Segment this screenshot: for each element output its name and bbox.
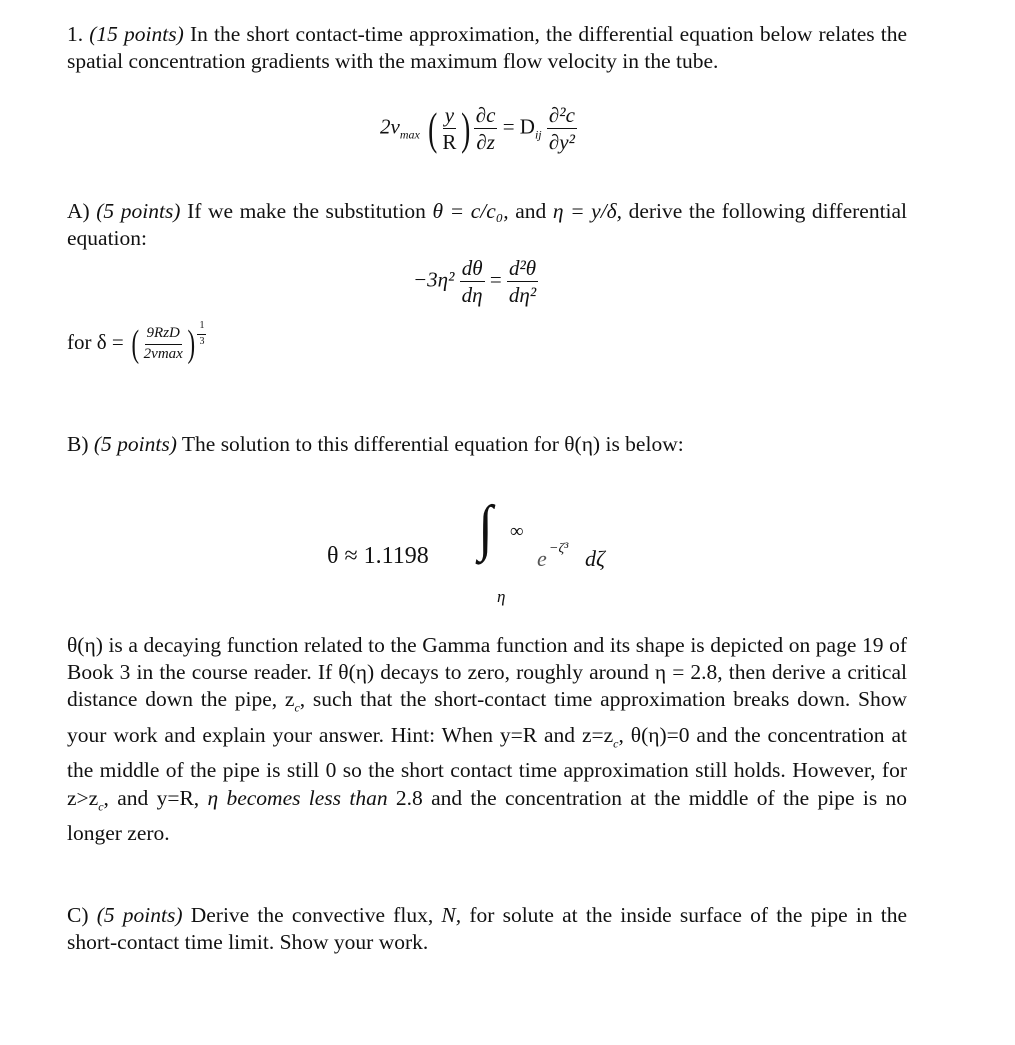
- part-a-eq-lhs: −3η²: [413, 267, 455, 292]
- main-eq-frac3-num: ∂²c: [547, 104, 577, 129]
- part-b-points: (5 points): [93, 432, 177, 456]
- delta-frac-den-main: 2v: [143, 345, 158, 362]
- main-eq-equals: = D: [502, 114, 535, 139]
- integrand-exponent: −ζ³: [549, 541, 569, 556]
- part-b-zc-sub-3: c: [98, 798, 104, 813]
- integral-upper-limit: ∞: [510, 521, 524, 542]
- main-eq-frac1-den: R: [442, 130, 457, 155]
- part-a-eq-frac1-num: dθ: [460, 257, 485, 282]
- part-b-text: The solution to this differential equation for θ(η) is below:: [181, 432, 684, 456]
- integral-lower-limit: η: [497, 587, 506, 606]
- part-a-label: A): [67, 199, 90, 223]
- main-eq-frac2-den: ∂z: [476, 130, 495, 155]
- part-c-text-before: Derive the convective flux,: [190, 903, 434, 927]
- delta-right-paren: ): [187, 323, 195, 365]
- question-points: (15 points): [89, 22, 184, 46]
- integral-differential: dζ: [585, 546, 605, 571]
- part-c-text: [67, 902, 907, 956]
- part-b-zc-sub-1: c: [294, 700, 300, 715]
- solution-lhs: θ ≈ 1.1198: [327, 543, 429, 569]
- part-b-para-5-rest: 2.8 and the concentration at the middle of the pipe is no longer zero.: [67, 785, 907, 846]
- part-b-para-1: θ(η) is a decaying function related to the Gamma function and its shape is depicted on page 19 of Book 3 in the course reader. If θ(η) decays to zero, roughly around η = 2.8, then derive a critical distance down the pipe, z: [67, 633, 907, 712]
- part-b-intro: [67, 431, 907, 458]
- main-equation: [380, 104, 577, 153]
- main-eq-frac1-num: y: [443, 104, 456, 129]
- integral-sign-icon: ∫: [478, 494, 493, 562]
- part-b-solution: [327, 494, 647, 606]
- main-eq-frac-dc-dz: [474, 104, 498, 153]
- delta-frac-den: [142, 345, 185, 363]
- part-b-label: B): [67, 432, 89, 456]
- delta-definition: [67, 320, 206, 365]
- part-a-text: [67, 198, 907, 252]
- part-a-equation: [413, 257, 538, 306]
- main-eq-coef: 2v: [380, 114, 400, 139]
- part-a-eq-frac2-num: d²θ: [507, 257, 538, 282]
- part-c-points: (5 points): [96, 903, 183, 927]
- part-a-eq-frac2-den: dη²: [508, 283, 537, 308]
- part-a-text-after: derive the following differential equation:: [67, 199, 908, 250]
- main-eq-right-paren: ): [461, 102, 471, 154]
- part-a-eq-frac2: [507, 257, 538, 306]
- main-eq-frac-d2c-dy2: [547, 104, 577, 153]
- question-intro: [67, 21, 907, 75]
- main-eq-frac2-num: ∂c: [474, 104, 498, 129]
- question-number: 1.: [67, 22, 84, 46]
- part-a-and: and: [515, 199, 547, 223]
- delta-for-label: for δ =: [67, 329, 124, 354]
- question-intro-text: In the short contact-time approximation, the differential equation below relates the spatial concentration gradients with the maximum flow velocity in the tube.: [67, 22, 908, 73]
- part-a-sub1: θ = c/c₀,: [432, 199, 509, 223]
- part-b-paragraph: [67, 632, 907, 847]
- delta-frac-den-sub: max: [157, 345, 183, 362]
- part-c-label: C): [67, 903, 89, 927]
- integrand-base: e: [537, 546, 547, 571]
- part-a-eq-frac1: [460, 257, 485, 306]
- part-a-points: (5 points): [96, 199, 181, 223]
- part-b-para-5-italic: η becomes less than: [207, 785, 388, 810]
- main-eq-d-sub: ij: [534, 127, 542, 142]
- main-eq-coef-sub: max: [399, 127, 420, 142]
- part-a-text-before: If we make the substitution: [187, 199, 426, 223]
- main-eq-frac-y-r: [440, 104, 458, 153]
- part-a-eq-equals: =: [489, 267, 502, 292]
- part-b-zc-sub-2: c: [613, 736, 619, 751]
- part-b-para-4: , and y=R,: [103, 785, 200, 810]
- delta-frac-num: 9RzD: [145, 326, 182, 345]
- part-b-para-3: , θ(η)=0 and the concentration at the middle of the pipe is still 0 so the short contact time approximation still holds. However, for z>z: [67, 722, 907, 810]
- delta-left-paren: (: [131, 323, 140, 365]
- delta-exp-den: 3: [199, 335, 205, 347]
- delta-exp-num: 1: [197, 321, 206, 335]
- part-c-text-after: for solute at the inside surface of the pipe in the short-contact time limit. Show your work.: [67, 903, 908, 954]
- delta-exponent: [197, 321, 206, 347]
- part-a-sub2: η = y/δ,: [552, 199, 623, 223]
- part-c-flux-symbol: N,: [441, 903, 462, 927]
- part-b-para-2: , such that the short-contact time approximation breaks down. Show your work and explain your answer. Hint: When y=R and z=z: [67, 687, 908, 747]
- part-a-eq-frac1-den: dη: [461, 283, 483, 308]
- main-eq-frac3-den: ∂y²: [548, 130, 575, 155]
- delta-frac: [142, 326, 185, 363]
- main-eq-left-paren: (: [428, 102, 438, 154]
